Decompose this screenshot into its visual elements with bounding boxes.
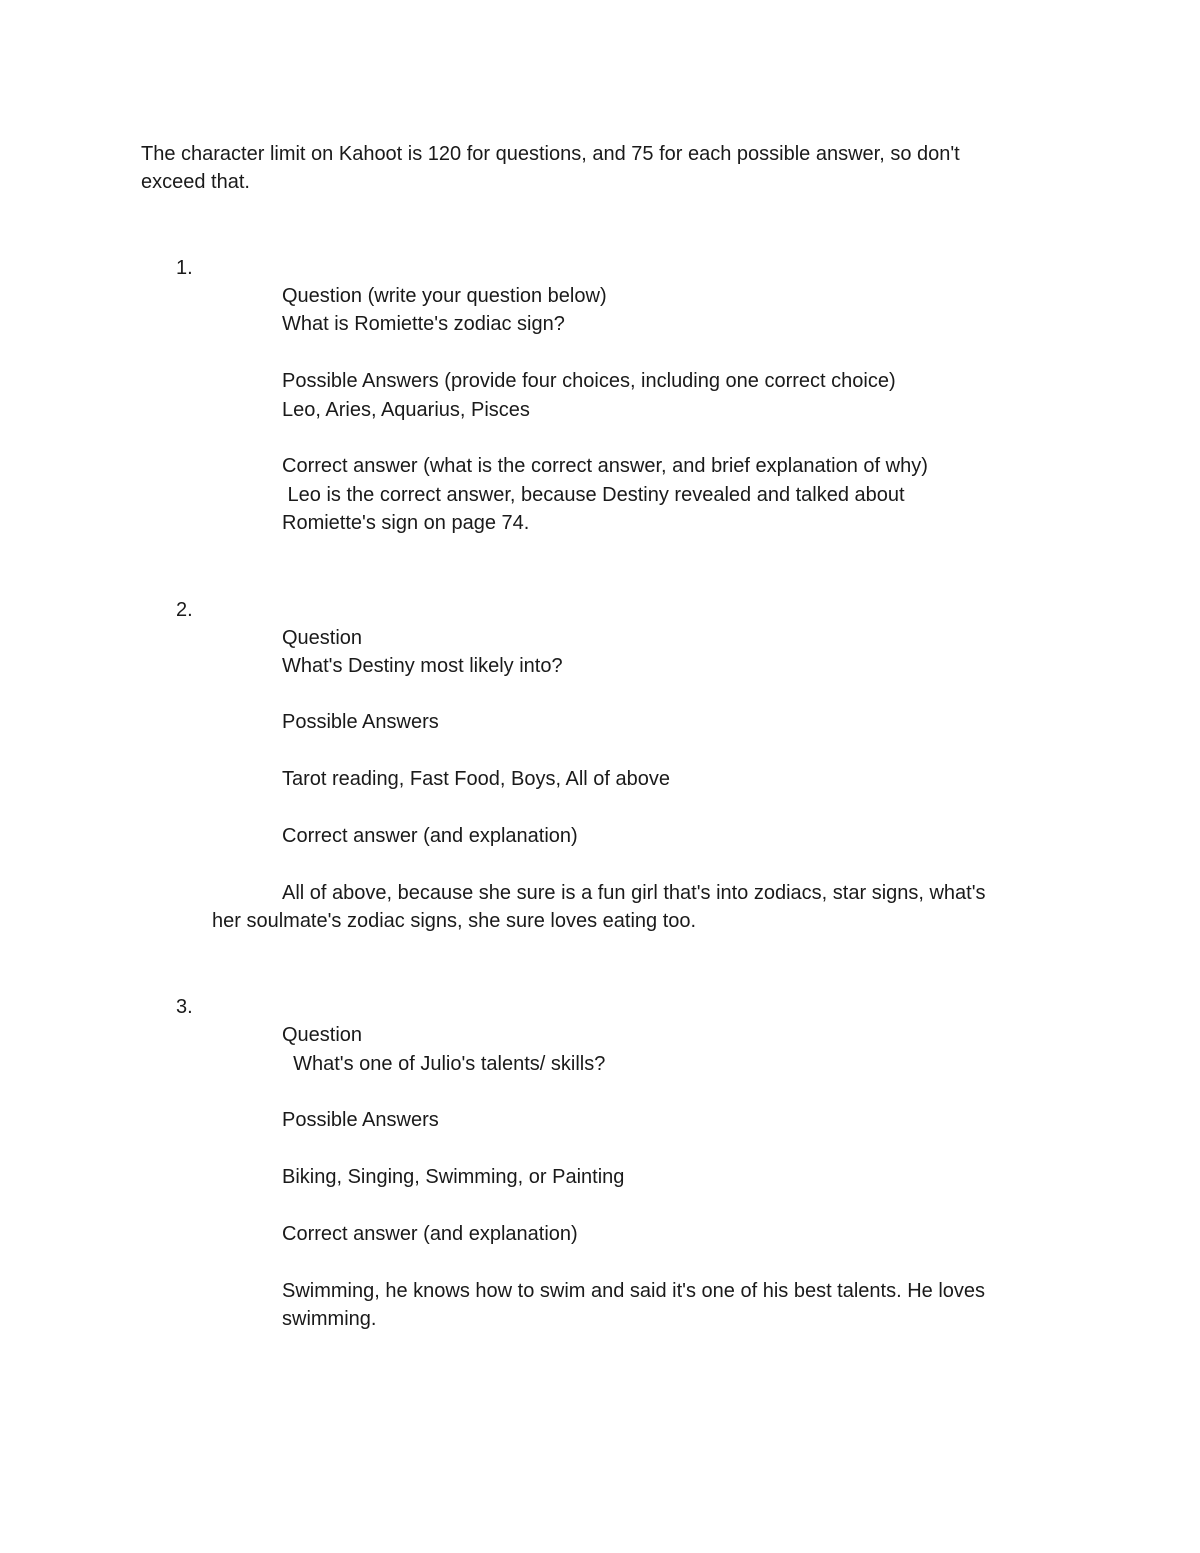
- question-text: What's one of Julio's talents/ skills?: [282, 1053, 606, 1075]
- correct-answer-line-1: Swimming, he knows how to swim and said it's one of his best talents. He loves: [282, 1280, 986, 1302]
- question-label: Question: [282, 627, 363, 649]
- correct-answer-label: Correct answer (what is the correct answer, and brief explanation of why): [282, 455, 928, 477]
- intro-line-2: exceed that.: [141, 171, 250, 193]
- answers-text: Leo, Aries, Aquarius, Pisces: [282, 399, 530, 421]
- question-label: Question (write your question below): [282, 285, 607, 307]
- question-text: What's Destiny most likely into?: [282, 655, 563, 677]
- question-number: 3.: [176, 996, 193, 1018]
- question-number: 2.: [176, 599, 193, 621]
- correct-answer-line-1: Leo is the correct answer, because Destiny revealed and talked about: [282, 484, 905, 506]
- answers-label: Possible Answers: [282, 1109, 439, 1131]
- question-text: What is Romiette's zodiac sign?: [282, 313, 565, 335]
- question-number: 1.: [176, 257, 193, 279]
- correct-answer-line-2: Romiette's sign on page 74.: [282, 512, 530, 534]
- answers-label: Possible Answers: [282, 711, 439, 733]
- correct-answer-line-1: All of above, because she sure is a fun girl that's into zodiacs, star signs, what's: [282, 882, 986, 904]
- correct-answer-label: Correct answer (and explanation): [282, 825, 578, 847]
- intro-line-1: The character limit on Kahoot is 120 for questions, and 75 for each possible answer, so don't: [141, 143, 960, 165]
- answers-text: Biking, Singing, Swimming, or Painting: [282, 1166, 625, 1188]
- correct-answer-line-2: her soulmate's zodiac signs, she sure loves eating too.: [212, 910, 697, 932]
- question-label: Question: [282, 1024, 363, 1046]
- correct-answer-line-2: swimming.: [282, 1308, 377, 1330]
- correct-answer-label: Correct answer (and explanation): [282, 1223, 578, 1245]
- answers-text: Tarot reading, Fast Food, Boys, All of above: [282, 768, 670, 790]
- answers-label: Possible Answers (provide four choices, including one correct choice): [282, 370, 896, 392]
